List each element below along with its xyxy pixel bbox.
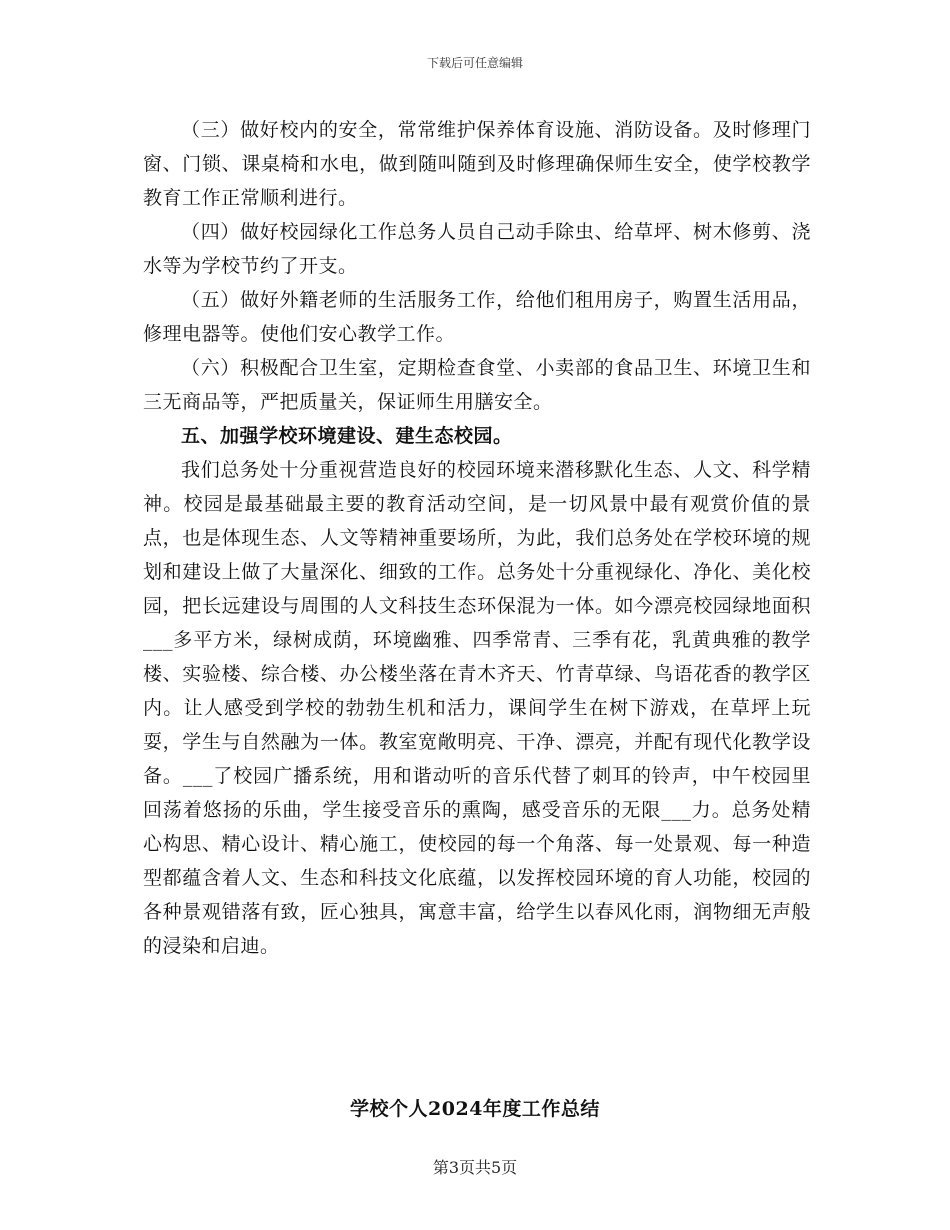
document-body [143,113,811,963]
header-note: 下载后可任意编辑 [426,56,523,70]
section-paragraph: 我们总务处十分重视营造良好的校园环境来潜移默化生态、人文、科学精神。校园是最基础最主要的教育活动空间，是一切风景中最有观赏价值的景点，也是体现生态、人文等精神重要场所，为此，我们总务处在学校环境的规划和建设上做了大量深化、细致的工作。总务处十分重视绿化、净化、美化校园，把长远建设与周围的人文科技生态环保混为一体。如今漂亮校园绿地面积___多平方米，绿树成荫，环境幽雅、四季常青、三季有花，乳黄典雅的教学楼、实验楼、综合楼、办公楼坐落在青木齐天、竹青草绿、鸟语花香的教学区内。让人感受到学校的勃勃生机和活力，课间学生在树下游戏，在草坪上玩耍，学生与自然融为一体。教室宽敞明亮、干净、漂亮，并配有现代化教学设备。___了校园广播系统，用和谐动听的音乐代替了刺耳的铃声，中午校园里回荡着悠扬的乐曲，学生接受音乐的熏陶，感受音乐的无限___力。总务处精心构思、精心设计、精心施工，使校园的每一个角落、每一处景观、每一种造型都蕴含着人文、生态和科技文化底蕴，以发挥校园环境的育人功能，校园的各种景观错落有致，匠心独具，寓意丰富，给学生以春风化雨，润物细无声般的浸染和启迪。 [143,459,811,957]
paragraph-item-3: （三）做好校内的安全，常常维护保养体育设施、消防设备。及时修理门窗、门锁、课桌椅和水电，做到随叫随到及时修理确保师生安全，使学校教学教育工作正常顺利进行。 [143,119,811,209]
document-title: 学校个人2024年度工作总结 [350,1098,600,1120]
paragraph-item-6: （六）积极配合卫生室，定期检查食堂、小卖部的食品卫生、环境卫生和三无商品等，严把质量关，保证师生用膳安全。 [143,357,811,413]
paragraph-item-5: （五）做好外籍老师的生活服务工作，给他们租用房子，购置生活用品，修理电器等。使他们安心教学工作。 [143,289,811,345]
page-footer: 第3页共5页 [432,1158,518,1177]
paragraph-item-4: （四）做好校园绿化工作总务人员自己动手除虫、给草坪、树木修剪、浇水等为学校节约了开支。 [143,221,811,277]
section-heading: 五、加强学校环境建设、建生态校园。 [181,425,513,447]
